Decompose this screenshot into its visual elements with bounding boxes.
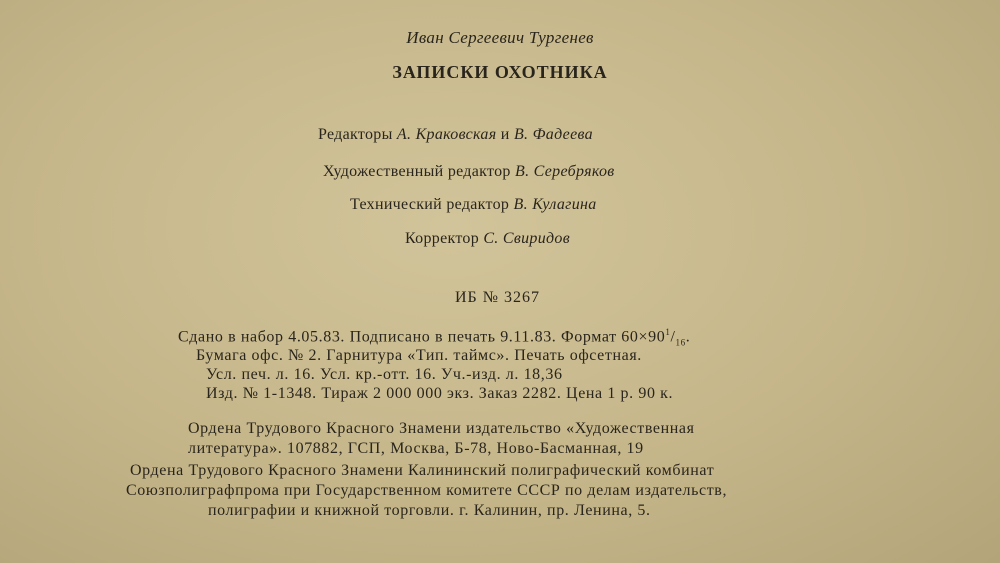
- printer-line-1: Ордена Трудового Красного Знамени Калининский полиграфический комбинат: [130, 462, 715, 479]
- format-denominator: 16: [675, 337, 686, 348]
- credit-role: Редакторы: [318, 126, 397, 143]
- credit-corrector: [405, 230, 570, 248]
- credit-role: Корректор: [405, 230, 484, 247]
- publisher-line-2: литература». 107882, ГСП, Москва, Б-78, Ново-Басманная, 19: [188, 440, 644, 457]
- credit-separator: и: [496, 126, 514, 143]
- format-numerator: 1: [665, 327, 671, 337]
- credit-tech-editor: [350, 196, 597, 214]
- author-name: Иван Сергеевич Тургенев: [406, 28, 594, 47]
- ib-number: ИБ № 3267: [455, 289, 541, 306]
- printer-line-2: Союзполиграфпрома при Государственном комитете СССР по делам издательств,: [126, 482, 728, 499]
- imprint-format: Сдано в набор 4.05.83. Подписано в печать 9.11.83. Формат 60×90: [178, 328, 666, 346]
- credit-names: С. Свиридов: [483, 230, 570, 247]
- publisher-line-1: Ордена Трудового Красного Знамени издательство «Художественная: [188, 420, 695, 437]
- imprint-line-1: Сдано в набор 4.05.83. Подписано в печать 9.11.83. Формат $60\times 90^1/_{16}$.: [178, 327, 691, 348]
- printer-line-3: полиграфии и книжной торговли. г. Калинин, пр. Ленина, 5.: [208, 502, 651, 519]
- credit-role: Художественный редактор: [323, 163, 515, 180]
- credit-names: В. Кулагина: [513, 196, 597, 213]
- credit-role: Технический редактор: [350, 196, 514, 213]
- imprint-line-2: Бумага офс. № 2. Гарнитура «Тип. таймс». Печать офсетная.: [196, 347, 642, 364]
- credit-art-editor: [323, 163, 615, 181]
- credit-names: А. Краковская: [396, 126, 497, 143]
- imprint-line-4: Изд. № 1-1348. Тираж 2 000 000 экз. Заказ 2282. Цена 1 р. 90 к.: [206, 385, 674, 402]
- imprint-period: .: [685, 328, 691, 346]
- credit-names-2: В. Фадеева: [513, 126, 593, 143]
- book-title: ЗАПИСКИ ОХОТНИКА: [392, 62, 608, 82]
- credit-editors: [318, 126, 593, 144]
- credit-names: В. Серебряков: [515, 163, 615, 180]
- imprint-line-3: Усл. печ. л. 16. Усл. кр.-отт. 16. Уч.-изд. л. 18,36: [206, 366, 563, 383]
